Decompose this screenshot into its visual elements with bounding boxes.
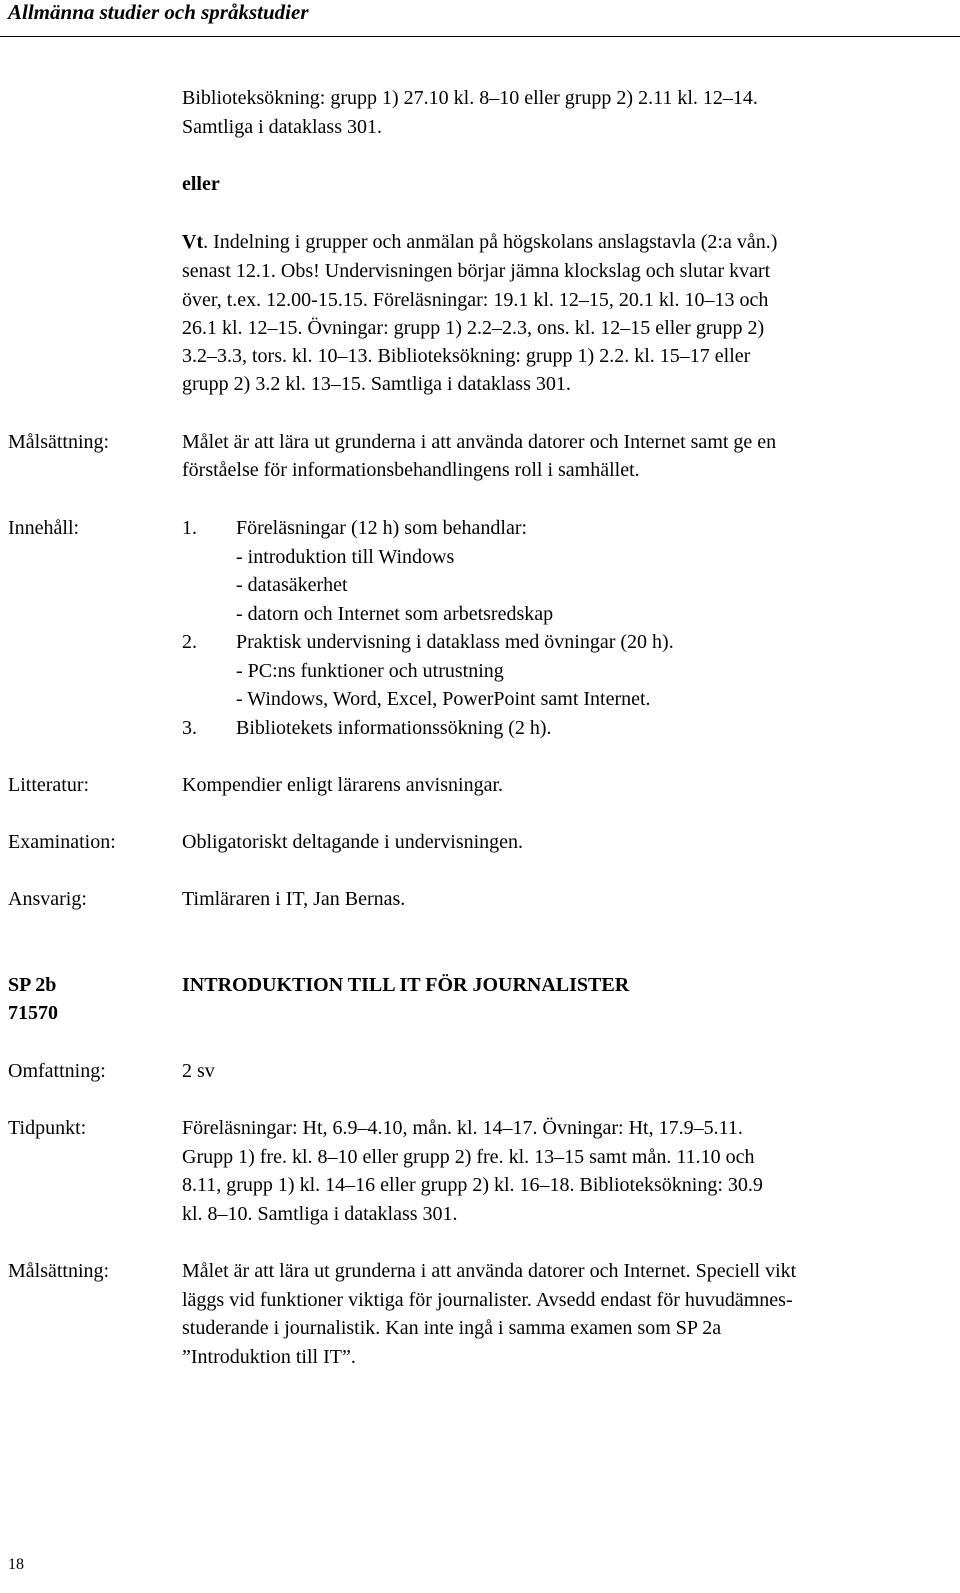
scope-label: Omfattning:	[8, 1060, 106, 1082]
content-item: - introduktion till Windows	[236, 546, 455, 568]
page-number: 18	[8, 1556, 24, 1573]
vt-line: grupp 2) 3.2 kl. 13–15. Samtliga i dataklass 301.	[182, 373, 571, 395]
scope-value: 2 sv	[182, 1060, 215, 1082]
or-label: eller	[182, 173, 220, 195]
content-num: 3.	[182, 717, 197, 739]
time-line: kl. 8–10. Samtliga i dataklass 301.	[182, 1203, 458, 1225]
course-title: INTRODUKTION TILL IT FÖR JOURNALISTER	[182, 974, 630, 996]
goal-line: ”Introduktion till IT”.	[182, 1346, 356, 1368]
content-item: Föreläsningar (12 h) som behandlar:	[236, 517, 528, 539]
vt-line: senast 12.1. Obs! Undervisningen börjar jämna klockslag och slutar kvart	[182, 260, 771, 282]
content-num: 1.	[182, 517, 197, 539]
goal-line: studerande i journalistik. Kan inte ingå i samma examen som SP 2a	[182, 1317, 722, 1339]
content-num: 2.	[182, 631, 197, 653]
content-item: Praktisk undervisning i dataklass med övningar (20 h).	[236, 631, 674, 653]
literature-value: Kompendier enligt lärarens anvisningar.	[182, 774, 504, 796]
responsible-value: Timläraren i IT, Jan Bernas.	[182, 888, 406, 910]
goal-label: Målsättning:	[8, 1260, 110, 1282]
vt-line	[182, 228, 777, 257]
schedule-line: Biblioteksökning: grupp 1) 27.10 kl. 8–10 eller grupp 2) 2.11 kl. 12–14.	[182, 87, 758, 109]
course-code: SP 2b	[8, 974, 57, 996]
goal-line: Målet är att lära ut grunderna i att använda datorer och Internet. Speciell vikt	[182, 1260, 797, 1282]
content-item: Bibliotekets informationssökning (2 h).	[236, 717, 552, 739]
vt-line: 26.1 kl. 12–15. Övningar: grupp 1) 2.2–2.3, ons. kl. 12–15 eller grupp 2)	[182, 317, 765, 339]
running-header: Allmänna studier och språkstudier	[8, 0, 309, 24]
examination-value: Obligatoriskt deltagande i undervisningen.	[182, 831, 524, 853]
goal-label: Målsättning:	[8, 431, 110, 453]
goal-line: Målet är att lära ut grunderna i att använda datorer och Internet samt ge en	[182, 431, 777, 453]
content-label: Innehåll:	[8, 517, 80, 539]
goal-line: läggs vid funktioner viktiga för journalister. Avsedd endast för huvudämnes-	[182, 1289, 793, 1311]
vt-line: över, t.ex. 12.00-15.15. Föreläsningar: 19.1 kl. 12–15, 20.1 kl. 10–13 och	[182, 289, 769, 311]
examination-label: Examination:	[8, 831, 116, 853]
content-item: - datasäkerhet	[236, 574, 348, 596]
responsible-label: Ansvarig:	[8, 888, 87, 910]
time-line: 8.11, grupp 1) kl. 14–16 eller grupp 2) kl. 16–18. Biblioteksökning: 30.9	[182, 1174, 763, 1196]
literature-label: Litteratur:	[8, 774, 90, 796]
content-item: - datorn och Internet som arbetsredskap	[236, 603, 554, 625]
schedule-line: Samtliga i dataklass 301.	[182, 116, 382, 138]
time-label: Tidpunkt:	[8, 1117, 87, 1139]
content-item: - Windows, Word, Excel, PowerPoint samt Internet.	[236, 688, 651, 710]
goal-line: förståelse för informationsbehandlingens roll i samhället.	[182, 459, 640, 481]
course-number: 71570	[8, 1002, 58, 1024]
time-line: Grupp 1) fre. kl. 8–10 eller grupp 2) fre. kl. 13–15 samt mån. 11.10 och	[182, 1146, 755, 1168]
vt-line: 3.2–3.3, tors. kl. 10–13. Biblioteksökning: grupp 1) 2.2. kl. 15–17 eller	[182, 345, 751, 367]
vt-text: . Indelning i grupper och anmälan på högskolans anslagstavla (2:a vån.)	[203, 231, 778, 253]
time-line: Föreläsningar: Ht, 6.9–4.10, mån. kl. 14–17. Övningar: Ht, 17.9–5.11.	[182, 1117, 743, 1139]
content-item: - PC:ns funktioner och utrustning	[236, 660, 504, 682]
vt-prefix: Vt	[182, 231, 204, 253]
header-rule	[0, 36, 960, 37]
